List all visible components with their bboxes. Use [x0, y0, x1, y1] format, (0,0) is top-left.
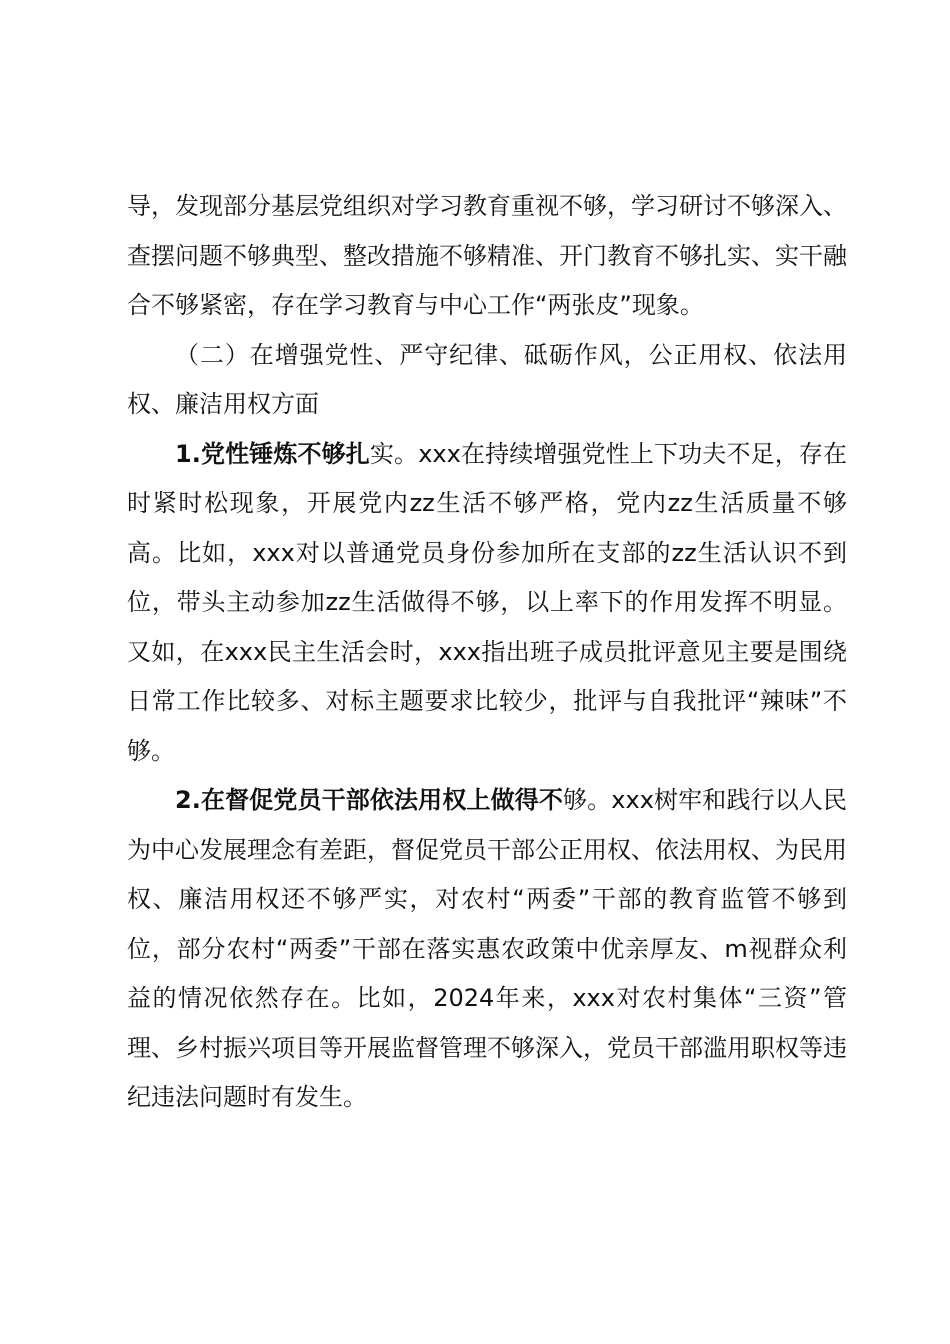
paragraph-text: 导，发现部分基层党组织对学习教育重视不够，学习研讨不够深入、查摆问题不够典型、整改措施不够精准、开门教育不够扎实、实干融合不够紧密，存在学习教育与中心工作“两张皮”现象。 — [127, 192, 847, 319]
paragraph-item-two — [127, 776, 847, 1123]
section-heading-text: （二）在增强党性、严守纪律、砥砺作风，公正用权、依法用权、廉洁用权方面 — [127, 340, 847, 418]
document-body — [127, 182, 847, 1123]
item-two-text: 够。xxx树牢和践行以人民为中心发展理念有差距，督促党员干部公正用权、依法用权、为民用权、廉洁用权还不够严实，对农村“两委”干部的教育监管不够到位，部分农村“两委”干部在落实惠农政策中优亲厚友、m视群众利益的情况依然存在。比如，2024年来，xxx对农村集体“三资”管理、乡村振兴项目等开展监督管理不够深入，党员干部滥用职权等违纪违法问题时有发生。 — [127, 786, 847, 1111]
paragraph-continuation — [127, 182, 847, 331]
paragraph-item-one — [127, 430, 847, 777]
section-heading-two — [127, 331, 847, 430]
item-two-lead: 2.在督促党员干部依法用权上做得不 — [175, 786, 564, 814]
item-one-lead: 1.党性锤炼不够扎 — [175, 439, 370, 468]
item-one-text: 实。xxx在持续增强党性上下功夫不足，存在时紧时松现象，开展党内zz生活不够严格，党内zz生活质量不够高。比如，xxx对以普通党员身份参加所在支部的zz生活认识不到位，带头主动参加zz生活做得不够，以上率下的作用发挥不明显。又如，在xxx民主生活会时，xxx指出班子成员批评意见主要是围绕日常工作比较多、对标主题要求比较少，批评与自我批评“辣味”不够。 — [127, 439, 847, 765]
